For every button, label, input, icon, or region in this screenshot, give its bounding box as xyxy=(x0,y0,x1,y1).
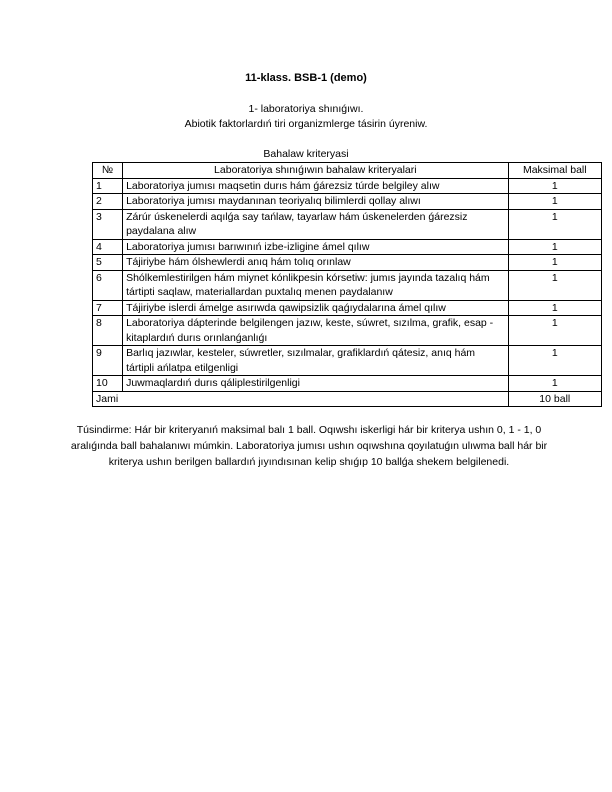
row-number: 6 xyxy=(93,270,123,300)
row-ball: 1 xyxy=(508,270,601,300)
explanation-note: Túsindirme: Hár bir kriteryanıń maksimal balı 1 ball. Oqıwshı iskerligi hár bir kriterya ushın 0, 1 - 1, 0 aralıǵında ball bahalanıwı múmkin. Laboratoriya jumısı ushın oqıwshına qoyılatuǵın ulıwma ball hár bir kriterya ushın berilgen ballardıń jıyındısınan kelip shıǵıp 10 ballǵa shekem belgilenedi. xyxy=(70,424,548,468)
row-ball: 1 xyxy=(508,255,601,271)
row-number: 4 xyxy=(93,239,123,255)
subtitle-line-2: Abiotik faktorlardıń tiri organizmlerge tásirin úyreniw. xyxy=(184,118,428,130)
table-row xyxy=(93,209,602,239)
table-row xyxy=(93,194,602,210)
document-title: 11-klass. BSB-1 (demo) xyxy=(245,72,367,84)
row-criterion: Laboratoriya jumısı maydanınan teoriyalıq bilimlerdi qollay alıwı xyxy=(123,194,509,210)
table-row xyxy=(93,239,602,255)
header-number: № xyxy=(93,163,123,179)
row-number: 3 xyxy=(93,209,123,239)
row-number: 1 xyxy=(93,178,123,194)
row-number: 7 xyxy=(93,300,123,316)
row-number: 2 xyxy=(93,194,123,210)
table-header-row xyxy=(93,163,602,179)
row-ball: 1 xyxy=(508,346,601,376)
table-row xyxy=(93,178,602,194)
row-ball: 1 xyxy=(508,194,601,210)
total-label: Jami xyxy=(93,391,509,407)
row-ball: 1 xyxy=(508,376,601,392)
table-row xyxy=(93,270,602,300)
row-criterion: Juwmaqlardıń durıs qáliplestirilgenligi xyxy=(123,376,509,392)
row-ball: 1 xyxy=(508,209,601,239)
row-criterion: Tájiriybe islerdi ámelge asırıwda qawipsizlik qaǵıydalarına ámel qılıw xyxy=(123,300,509,316)
row-criterion: Zárúr úskenelerdi aqılǵa say tańlaw, tayarlaw hám úskenelerden ǵárezsiz paydalana alıw xyxy=(123,209,509,239)
row-criterion: Laboratoriya dápterinde belgilengen jazıw, keste, súwret, sızılma, grafik, esap -kitaplardıń durıs orınlanǵanlıǵı xyxy=(123,316,509,346)
table-row xyxy=(93,346,602,376)
subtitle-line-1: 1- laboratoriya shınıǵıwı. xyxy=(248,103,364,115)
table-row xyxy=(93,300,602,316)
row-ball: 1 xyxy=(508,300,601,316)
document-subtitle xyxy=(0,102,612,132)
row-criterion: Tájiriybe hám ólshewlerdi anıq hám tolıq orınlaw xyxy=(123,255,509,271)
row-criterion: Laboratoriya jumısı maqsetin durıs hám ǵárezsiz túrde belgiley alıw xyxy=(123,178,509,194)
row-ball: 1 xyxy=(508,178,601,194)
table-row xyxy=(93,376,602,392)
row-number: 5 xyxy=(93,255,123,271)
total-value: 10 ball xyxy=(508,391,601,407)
row-ball: 1 xyxy=(508,239,601,255)
criteria-table xyxy=(92,162,602,407)
row-criterion: Shólkemlestirilgen hám miynet kónlikpesin kórsetiw: jumıs jayında tazalıq hám tártipti saqlaw, materiallardan puxtalıq menen paydalanıw xyxy=(123,270,509,300)
header-max-ball: Maksimal ball xyxy=(508,163,601,179)
table-row xyxy=(93,316,602,346)
row-ball: 1 xyxy=(508,316,601,346)
table-row xyxy=(93,255,602,271)
row-criterion: Barlıq jazıwlar, kesteler, súwretler, sızılmalar, grafiklardıń qátesiz, anıq hám tártipli ańlatpa etilgenligi xyxy=(123,346,509,376)
row-number: 10 xyxy=(93,376,123,392)
table-caption: Bahalaw kriteryasi xyxy=(263,148,349,160)
table-total-row xyxy=(93,391,602,407)
row-number: 9 xyxy=(93,346,123,376)
row-number: 8 xyxy=(93,316,123,346)
header-criteria: Laboratoriya shınıǵıwın bahalaw kriteryalari xyxy=(123,163,509,179)
row-criterion: Laboratoriya jumısı barıwınıń izbe-izligine ámel qılıw xyxy=(123,239,509,255)
